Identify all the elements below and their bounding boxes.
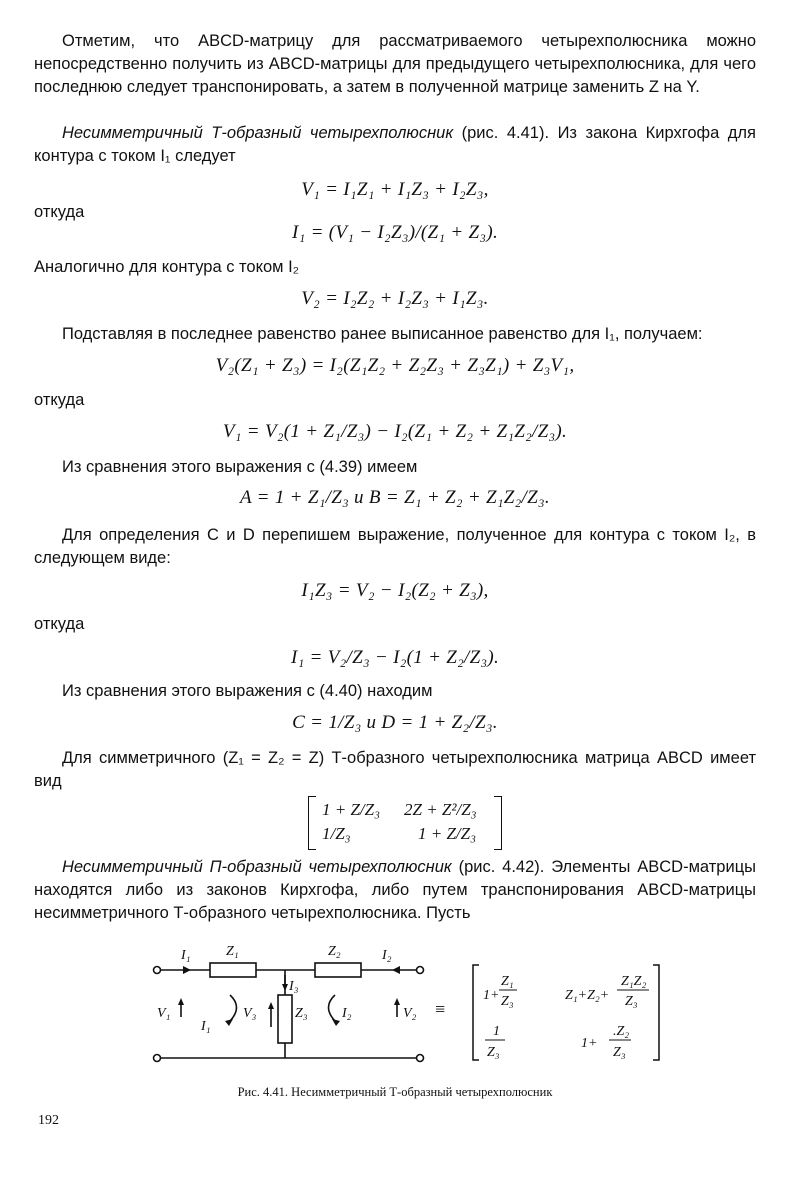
loop-arrow-i1: [230, 995, 237, 1021]
matrix-cell-c: 1/Z₃: [322, 824, 351, 843]
arrowhead-i2: [392, 966, 400, 974]
matrix-cell-a: 1 + Z/Z₃: [322, 800, 381, 819]
paragraph-compare-440: Из сравнения этого выражения с (4.40) находим: [62, 682, 433, 700]
terminal-2-bottom: [417, 1055, 424, 1062]
word-otkuda-2: откуда: [34, 391, 85, 409]
equation-i1z3: I₁Z₃ = V₂ − I₂(Z₂ + Z₃),: [301, 580, 489, 601]
paragraph-compare-439: Из сравнения этого выражения с (4.39) имеем: [62, 458, 418, 476]
fig-matrix-a-num: Z₁: [501, 974, 514, 989]
matrix-left-bracket: [308, 796, 316, 850]
label-z3: Z₃: [295, 1006, 308, 1021]
arrowhead-i1: [183, 966, 191, 974]
matrix-right-bracket: [494, 796, 502, 850]
label-v1: V₁: [157, 1006, 171, 1021]
label-loop-i1: I₁: [201, 1019, 211, 1034]
fig-matrix-b-prefix: Z₁+Z₂+: [565, 988, 610, 1003]
figure-t-network: [145, 935, 675, 1070]
word-otkuda-3: откуда: [34, 615, 85, 633]
page-number: 192: [38, 1113, 59, 1128]
paragraph-similar-contour: Аналогично для контура с током I₂: [34, 258, 300, 276]
matrix-cell-b: 2Z + Z²/Z₃: [404, 800, 477, 819]
section-title-pi-network: Несимметричный П-образный четырехполюсник: [62, 858, 452, 876]
fig-matrix-d-prefix: 1+: [581, 1036, 598, 1051]
paragraph-abcd-transpose: Отметим, что ABCD-матрицу для рассматриваемого четырехполюсника можно непосредственно получить из ABCD-матрицы для предыдущего четырехполюсника, для чего последнюю следует транспонировать, а затем в полученной матрице заменить Z на Y.: [34, 32, 756, 97]
terminal-2-top: [417, 967, 424, 974]
label-i3: I₃: [289, 979, 299, 994]
fig-matrix-d-den: Z₃: [613, 1045, 626, 1060]
label-i1-top: I₁: [181, 948, 191, 963]
equation-a-b: A = 1 + Z₁/Z₃ и B = Z₁ + Z₂ + Z₁Z₂/Z₃.: [240, 487, 550, 508]
paragraph-substitution: Подставляя в последнее равенство ранее выписанное равенство для I₁, получаем:: [62, 325, 703, 343]
section-title-t-network: Несимметричный Т-образный четырехполюсник: [62, 124, 454, 142]
label-loop-i2: I₂: [342, 1006, 352, 1021]
fig-matrix-a-prefix: 1+: [483, 988, 500, 1003]
arrowhead-loop-i1: [225, 1019, 233, 1026]
fig-matrix-c-den: Z₃: [487, 1045, 500, 1060]
arrowhead-loop-i2: [332, 1019, 340, 1026]
equation-i1: I₁ = (V₁ − I₂Z₃)/(Z₁ + Z₃).: [292, 222, 498, 243]
paragraph-define-c-d: Для определения C и D перепишем выражение, полученное для контура с током I₂, в следующем виде:: [34, 526, 756, 568]
fig-matrix-a-den: Z₃: [501, 994, 514, 1009]
paragraph-pi-network: [34, 856, 756, 926]
equivalence-sign: ≡: [435, 999, 446, 1019]
label-v3: V₃: [243, 1006, 257, 1021]
fig-matrix-b-den: Z₃: [625, 994, 638, 1009]
fig-matrix-d-num: .Z₂: [613, 1024, 630, 1039]
label-z2: Z₂: [328, 944, 341, 959]
paragraph-t-network-text: (рис. 4.41). Из закона Кирхгофа для контура с током I₁ следует: [34, 124, 756, 166]
equation-v2-expanded: V₂(Z₁ + Z₃) = I₂(Z₁Z₂ + Z₂Z₃ + Z₃Z₁) + Z₃V₁,: [215, 355, 575, 376]
matrix-cell-d: 1 + Z/Z₃: [418, 824, 477, 843]
label-z1: Z₁: [226, 944, 239, 959]
circuit-wires: [154, 963, 424, 1062]
terminal-1-bottom: [154, 1055, 161, 1062]
paragraph-symmetric: Для симметричного (Z₁ = Z₂ = Z) Т-образного четырехполюсника матрица ABCD имеет вид: [34, 749, 756, 791]
abcd-matrix-symmetric: [308, 796, 502, 848]
fig-matrix-b-num: Z₁Z₂: [621, 974, 647, 989]
equation-i1-result: I₁ = V₂/Z₃ − I₂(1 + Z₂/Z₃).: [290, 647, 500, 668]
arrowhead-i3: [282, 984, 288, 991]
fig-matrix-c-num: 1: [493, 1024, 500, 1039]
equation-v1: V₁ = I₁Z₁ + I₁Z₃ + I₂Z₃,: [301, 179, 489, 200]
terminal-1-top: [154, 967, 161, 974]
resistor-z3: [278, 995, 292, 1043]
word-otkuda-1: откуда: [34, 203, 85, 221]
equation-v1-result: V₁ = V₂(1 + Z₁/Z₃) − I₂(Z₁ + Z₂ + Z₁Z₂/Z₃).: [222, 421, 568, 442]
arrow-heads: [178, 966, 400, 1026]
equation-v2: V₂ = I₂Z₂ + I₂Z₃ + I₁Z₃.: [301, 288, 489, 309]
arrowhead-v2: [394, 998, 400, 1005]
label-v2: V₂: [403, 1006, 417, 1021]
paragraph-pi-network-text: (рис. 4.42). Элементы ABCD-матрицы находятся либо из законов Кирхгофа, либо путем транспонирования ABCD-матрицы несимметричного Т-образного четырехполюсника. Пусть: [34, 858, 756, 923]
arrowhead-v1: [178, 998, 184, 1005]
loop-arrow-i2: [329, 995, 336, 1021]
equation-c-d: C = 1/Z₃ и D = 1 + Z₂/Z₃.: [292, 712, 498, 733]
paragraph-t-network-intro: [34, 122, 756, 168]
figure-caption: Рис. 4.41. Несимметричный Т-образный четырехполюсник: [237, 1085, 553, 1099]
resistor-z2: [315, 963, 361, 977]
arrowhead-v3: [268, 1002, 274, 1009]
label-i2-top: I₂: [382, 948, 392, 963]
resistor-z1: [210, 963, 256, 977]
